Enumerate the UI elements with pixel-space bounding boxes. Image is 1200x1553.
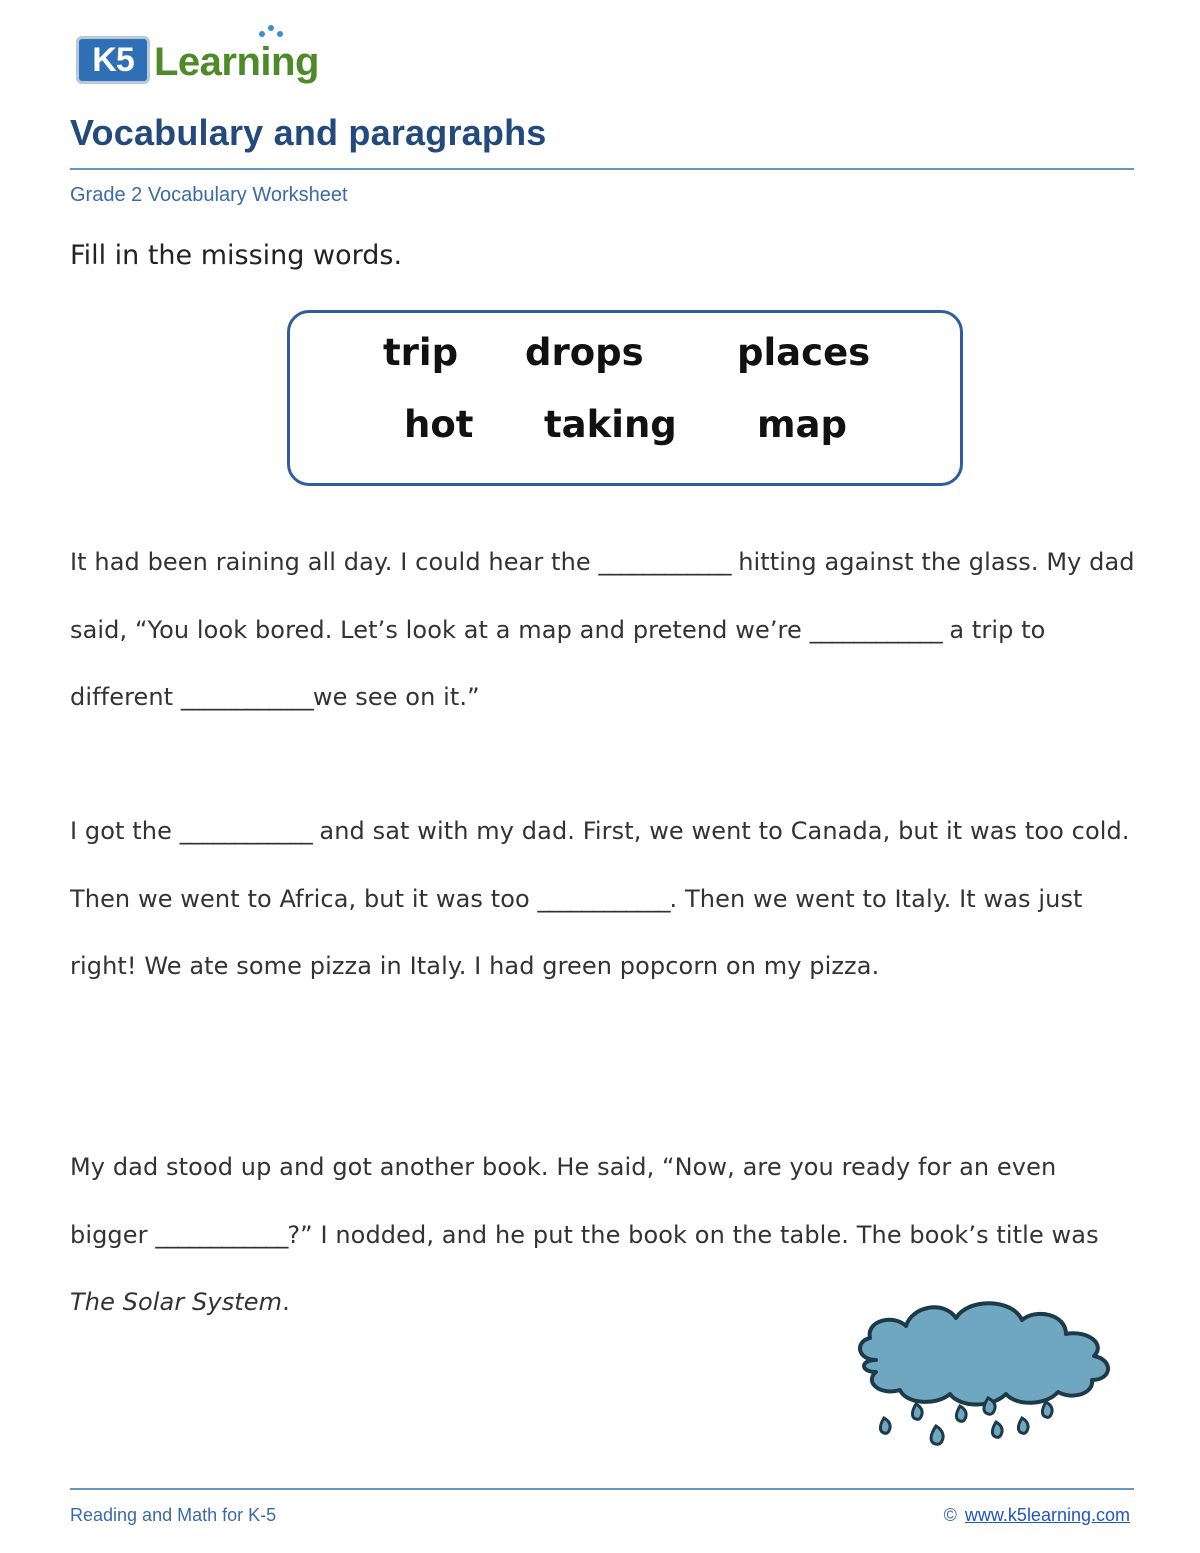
word-bank-word: drops [525, 331, 644, 374]
answer-blank[interactable]: ____________ [537, 884, 670, 913]
answer-blank[interactable]: ____________ [179, 817, 312, 845]
footer-tagline: Reading and Math for K-5 [70, 1505, 277, 1525]
answer-blank[interactable]: ____________ [155, 1220, 288, 1249]
word-bank-word: trip [383, 331, 459, 374]
paragraph-text: we see on it.” [312, 683, 480, 711]
paragraph-1 [70, 529, 1140, 732]
word-bank-word: taking [544, 403, 677, 446]
rain-cloud-icon [836, 1290, 1136, 1465]
paragraph-text: It had been raining all day. I could hear the [70, 548, 599, 576]
paragraph-text: . [282, 1288, 290, 1316]
word-bank-word: hot [404, 403, 474, 446]
k5-learning-logo [76, 22, 336, 92]
paragraph-2 [70, 798, 1140, 1001]
paragraph-text: My dad stood up and got another book. He said, “Now, are you ready for an even bigger [70, 1153, 1057, 1249]
word-bank-word: places [737, 331, 871, 374]
paragraph-text: and sat with my dad. First, we went to Canada, but it was too cold. Then we went to Africa, but it was too [70, 817, 1130, 913]
copyright-symbol: © [943, 1505, 957, 1525]
footer-copyright [944, 1505, 1130, 1526]
footer-divider [70, 1488, 1134, 1490]
header-divider [70, 168, 1134, 170]
page-title: Vocabulary and paragraphs [70, 112, 547, 153]
answer-blank[interactable]: ____________ [809, 615, 942, 644]
paragraph-text: ?” I nodded, and he put the book on the table. The book’s title was [287, 1220, 1099, 1249]
paragraph-text: . Then we went to Italy. It was just right! We ate some pizza in Italy. I had green popcorn on my pizza. [70, 884, 1083, 980]
logo-sparkle-icon [256, 22, 286, 42]
logo-badge: K5 [76, 36, 150, 84]
answer-blank[interactable]: ____________ [180, 683, 313, 711]
paragraph-text: a trip to different [70, 615, 1046, 711]
answer-blank[interactable]: ____________ [598, 548, 731, 576]
paragraph-text: hitting against the glass. My dad said, “You look bored. Let’s look at a map and pretend we’re [70, 548, 1135, 644]
logo-wordmark: Learning [154, 40, 319, 84]
paragraph-text: I got the [70, 817, 180, 845]
footer-website-link[interactable]: www.k5learning.com [964, 1505, 1130, 1525]
word-bank-word: map [757, 403, 848, 446]
book-title: The Solar System [70, 1288, 283, 1316]
instruction-text: Fill in the missing words. [70, 240, 403, 271]
page-subtitle: Grade 2 Vocabulary Worksheet [70, 184, 348, 206]
